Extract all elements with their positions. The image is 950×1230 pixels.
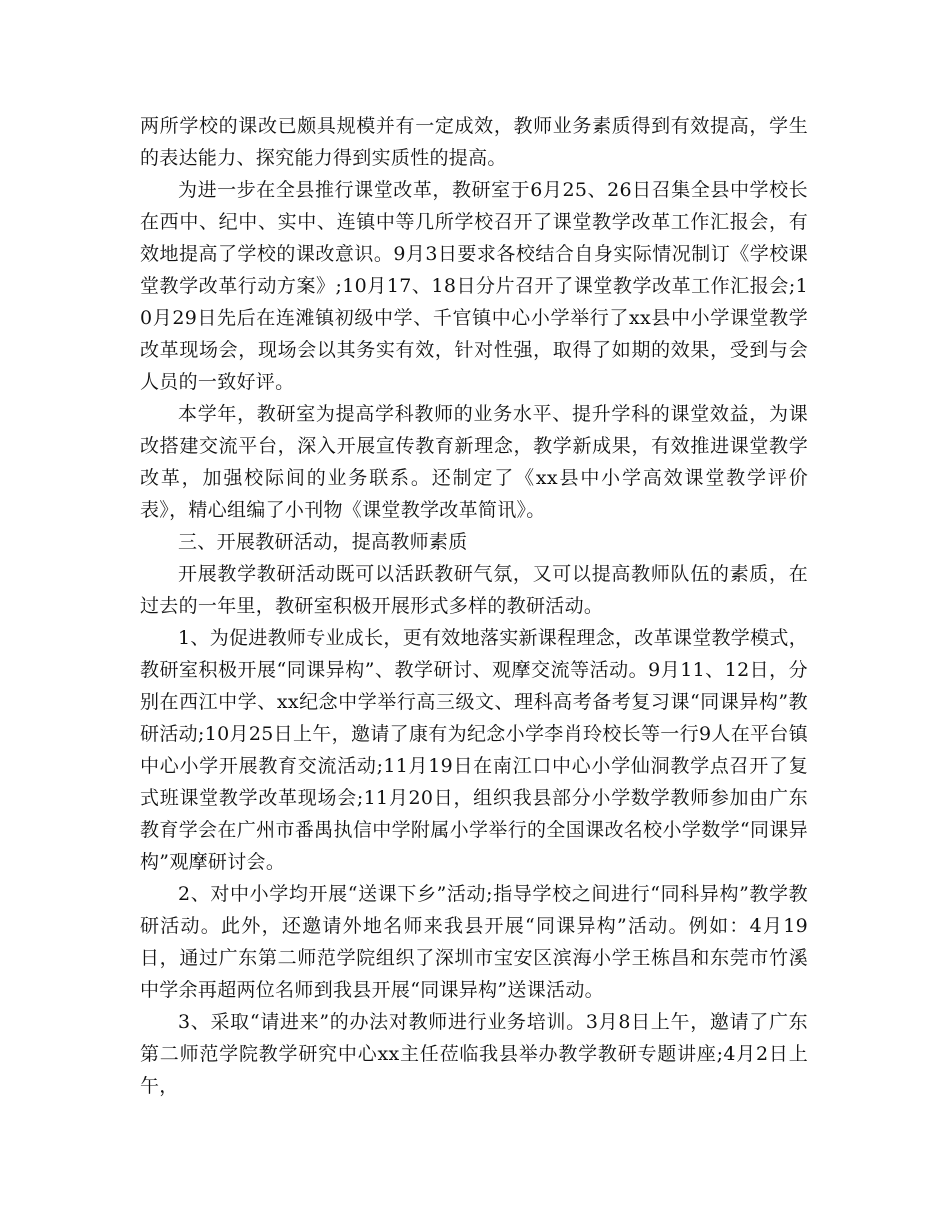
paragraph-item-1: 1、为促进教师专业成长，更有效地落实新课程理念，改革课堂教学模式，教研室积极开展“同课异构”、教学研讨、观摩交流等活动。9月11、12日，分别在西江中学、xx纪念中学举行高三级文、理科高考备考复习课“同课异构”教研活动;10月25日上午，邀请了康有为纪念小学李肖玲校长等一行9人在平台镇中心小学开展教育交流活动;11月19日在南江口中心小学仙洞教学点召开了复式班课堂教学改革现场会;11月20日，组织我县部分小学数学教师参加由广东教育学会在广州市番禺执信中学附属小学举行的全国课改名校小学数学“同课异构”观摩研讨会。: [140, 627, 808, 873]
section-heading: 三、开展教研活动，提高教师素质: [178, 531, 468, 553]
paragraph-section-intro: 开展教学教研活动既可以活跃教研气氛，又可以提高教师队伍的素质，在过去的一年里，教研室积极开展形式多样的教研活动。: [140, 563, 808, 617]
document-body: [140, 110, 808, 1102]
paragraph-item-2: 2、对中小学均开展“送课下乡”活动;指导学校之间进行“同科异构”教学教研活动。此外，还邀请外地名师来我县开展“同课异构”活动。例如：4月19日，通过广东第二师范学院组织了深圳市宝安区滨海小学王栋昌和东莞市竹溪中学余再超两位名师到我县开展“同课异构”送课活动。: [140, 883, 808, 1001]
paragraph-school-year-summary: 本学年，教研室为提高学科教师的业务水平、提升学科的课堂效益，为课改搭建交流平台，深入开展宣传教育新理念，教学新成果，有效推进课堂教学改革，加强校际间的业务联系。还制定了《xx县中小学高效课堂教学评价表》，精心组编了小刊物《课堂教学改革简讯》。: [140, 403, 808, 521]
paragraph-item-3: 3、采取“请进来”的办法对教师进行业务培训。3月8日上午，邀请了广东第二师范学院教学研究中心xx主任莅临我县举办教学教研专题讲座;4月2日上午，: [140, 1011, 808, 1097]
paragraph-continuation: 两所学校的课改已颇具规模并有一定成效，教师业务素质得到有效提高，学生的表达能力、探究能力得到实质性的提高。: [140, 115, 808, 169]
paragraph-curriculum-reform-meetings: 为进一步在全县推行课堂改革，教研室于6月25、26日召集全县中学校长在西中、纪中、实中、连镇中等几所学校召开了课堂教学改革工作汇报会，有效地提高了学校的课改意识。9月3日要求各校结合自身实际情况制订《学校课堂教学改革行动方案》;10月17、18日分片召开了课堂教学改革工作汇报会;10月29日先后在连滩镇初级中学、千官镇中心小学举行了xx县中小学课堂教学改革现场会，现场会以其务实有效，针对性强，取得了如期的效果，受到与会人员的一致好评。: [140, 179, 808, 393]
